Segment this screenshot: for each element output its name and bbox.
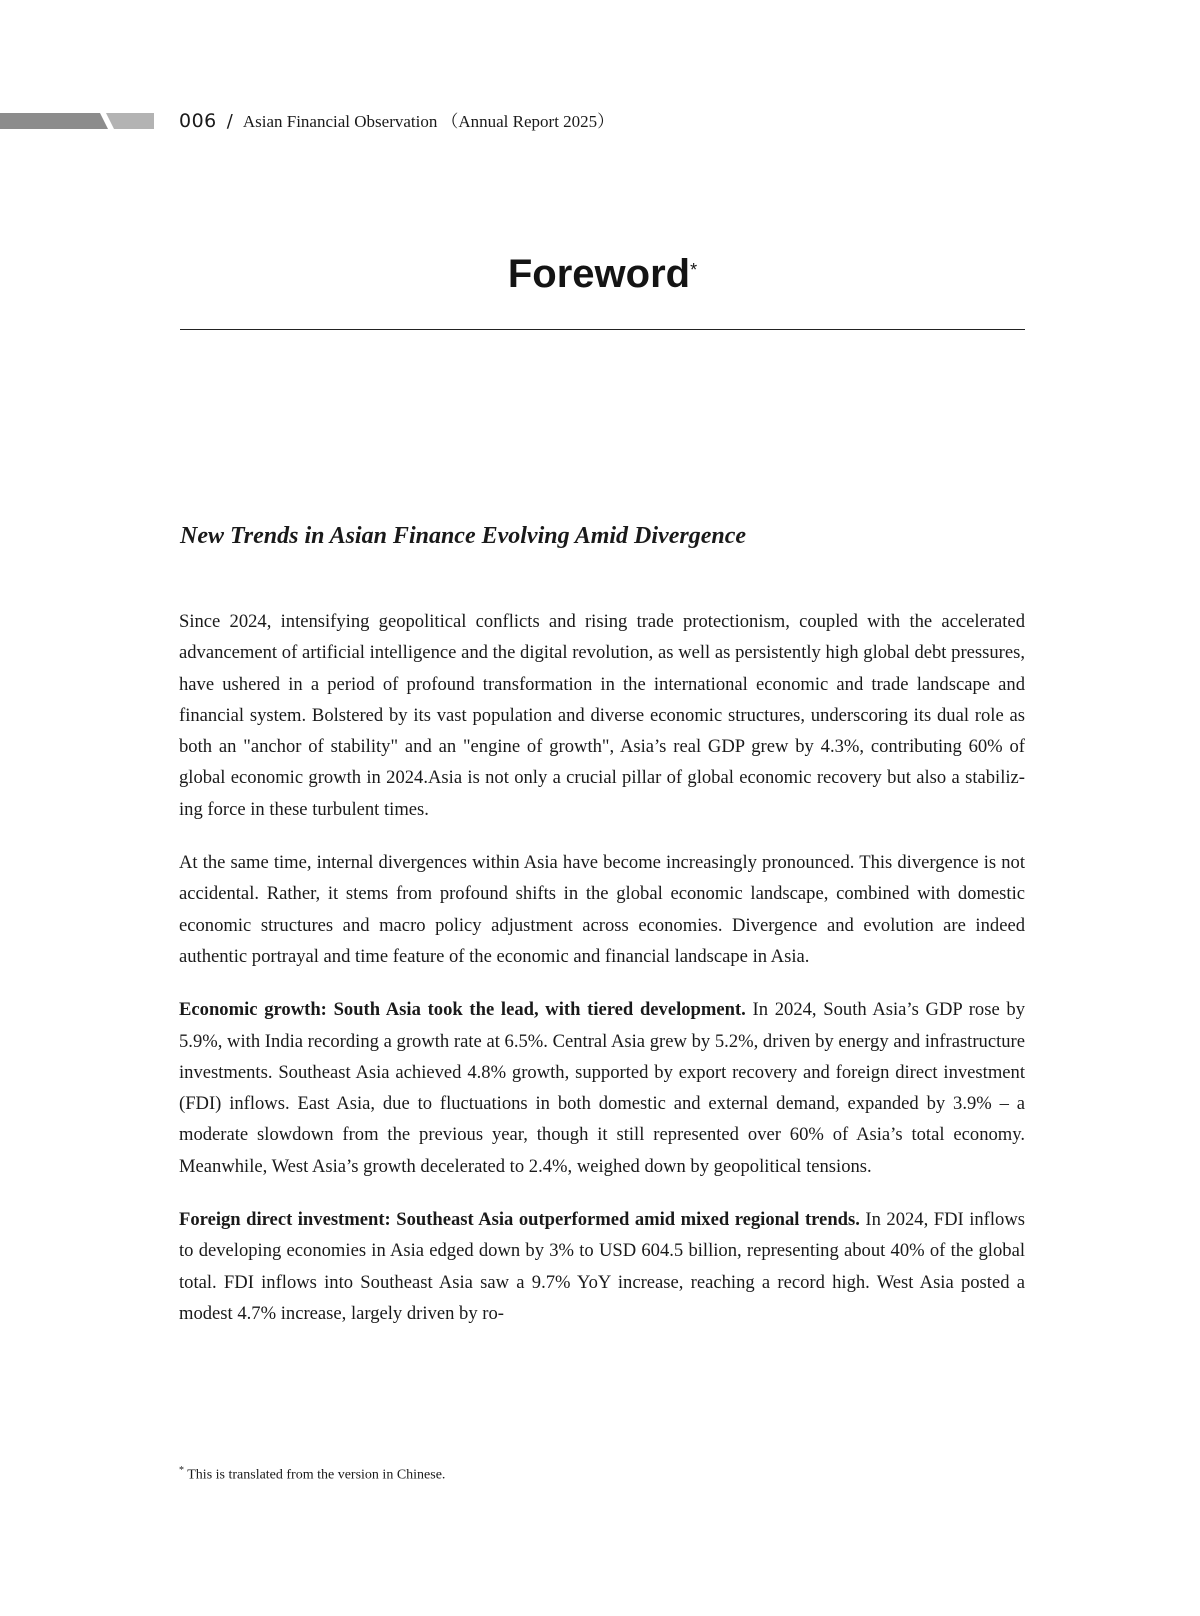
footnote-text: This is translated from the version in Chinese. (187, 1467, 446, 1483)
page-title (180, 248, 1025, 300)
publication-title: Asian Financial Observation (242, 112, 438, 131)
paragraph (179, 994, 1025, 1182)
paragraph-text: In 2024, South Asia’s GDP rose by 5.9%, with India recording a growth rate at 6.5%. Central Asia grew by 5.2%, driven by energy and infrastructure investments. Southeast Asia achieved 4.8% growth, supported by export recovery and foreign direct investment (FDI) inflows. East Asia, due to fluctuations in both domestic and external demand, expanded by 3.9% – a moderate slowdown from the previous year, though it still represented over 60% of Asia’s total economy. Meanwhile, West Asia’s growth decelerated to 2.4%, weighed down by geopolitical tensions. (179, 999, 1026, 1177)
header-separator: / (226, 111, 233, 132)
running-header (179, 107, 614, 136)
paragraph (179, 1204, 1025, 1329)
paragraph-text: Since 2024, intensifying geopolitical conflicts and rising trade protectionism, coupled with the accelerated advancement of artificial intelligence and the digital revolution, as well as persistently high global debt pressures, have ushered in a period of profound transformation in the international economic and trade landscape and financial system. Bolstered by its vast population and diverse economic structures, underscoring its dual role as both an "anchor of stability" and an "engine of growth", Asia’s real GDP grew by 4.3%, contributing 60% of global economic growth in 2024.Asia is not only a crucial pillar of global economic recovery but also a stabilizing force in these turbulent times. (179, 611, 1025, 820)
section-heading: New Trends in Asian Finance Evolving Amid Divergence (180, 523, 747, 549)
publication-edition: （Annual Report 2025） (441, 112, 615, 131)
paragraph-text: In 2024, FDI inflows to developing economies in Asia edged down by 3% to USD 604.5 billion, representing about 40% of the global total. FDI inflows into Southeast Asia saw a 9.7% YoY increase, reaching a record high. West Asia posted a modest 4.7% increase, largely driven by ro- (179, 1209, 1025, 1324)
footnote-marker: * (179, 1465, 184, 1476)
body-text (179, 606, 1025, 1329)
title-footnote-marker: * (690, 260, 698, 280)
title-text: Foreword (507, 252, 691, 296)
paragraph-lead: Foreign direct investment: Southeast Asia outperformed amid mixed regional trends. (179, 1209, 860, 1231)
footnote (179, 1461, 445, 1486)
paragraph (179, 606, 1025, 825)
paragraph-text: At the same time, internal divergences within Asia have become increasingly pronounced. This divergence is not accidental. Rather, it stems from profound shifts in the global economic landscape, combined with domestic economic structures and macro policy adjustment across economies. Divergence and evolution are indeed authentic portrayal and time feature of the economic and financial landscape in Asia. (179, 852, 1025, 967)
page-number: 006 (179, 110, 217, 132)
paragraph-lead: Economic growth: South Asia took the lead, with tiered development. (179, 999, 746, 1021)
title-rule (180, 329, 1025, 330)
paragraph (179, 847, 1025, 972)
header-decorative-bar (0, 113, 155, 129)
